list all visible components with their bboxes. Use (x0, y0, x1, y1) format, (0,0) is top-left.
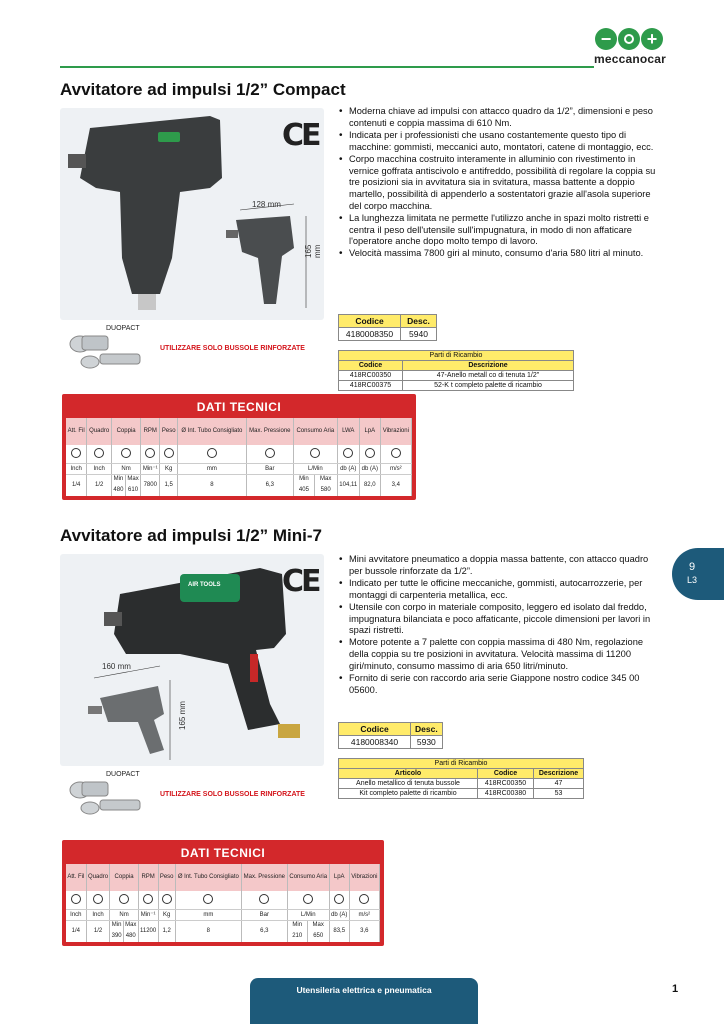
code-cell: 4180008340 (339, 736, 411, 749)
tech-unit: mm (175, 910, 241, 920)
tech-unit: Kg (160, 464, 178, 474)
table-row (339, 328, 437, 341)
feature-item: • Fornito di serie con raccordo aria serie Giappone nostro codice 345 00 05600. (338, 673, 662, 696)
plus-circle-icon: + (641, 28, 663, 50)
sound-pressure-icon (334, 894, 344, 904)
max-label: Max (125, 922, 137, 929)
tech-header: RPM (141, 418, 160, 445)
tech-unit: Nm (110, 910, 138, 920)
product-1-features (338, 106, 662, 261)
tech-value: 1/4 (66, 920, 86, 942)
spare-cell: 418RC00380 (478, 789, 534, 799)
tech-header: Peso (158, 864, 175, 891)
table-row (339, 789, 584, 799)
tech-value: 8 (178, 474, 247, 496)
tech-value: 6,3 (241, 920, 287, 942)
tech-value: 480 (123, 930, 138, 943)
tech-value: 390 (110, 930, 123, 943)
accessory-label: DUOPACT (106, 325, 140, 332)
min-label: Min (111, 474, 125, 483)
product-2-photo (60, 554, 324, 766)
tech-header: RPM (138, 864, 158, 891)
square-drive-icon (94, 448, 104, 458)
tech-header: Max. Pressione (246, 418, 293, 445)
tech-unit: Inch (86, 910, 110, 920)
tech-value: 7800 (141, 474, 160, 496)
code-header: Codice (339, 723, 411, 736)
tech-value: 1/2 (86, 920, 110, 942)
chapter-tab[interactable] (672, 548, 724, 600)
torque-icon (119, 894, 129, 904)
product-1-accessory (60, 322, 324, 380)
tech-unit: m/s² (380, 464, 411, 474)
spare-cell: Anello metallico di tenuta bussole (339, 779, 478, 789)
spare-caption: Parti di Ricambio (339, 759, 584, 769)
product-1-spare-table (338, 350, 574, 391)
spare-cell: 47-Anello metall co di tenuta 1/2" (403, 371, 574, 381)
tech-header: Quadro (87, 418, 112, 445)
spare-header: Descrizione (403, 361, 574, 371)
rpm-icon (145, 448, 155, 458)
weight-icon (164, 448, 174, 458)
spare-caption: Parti di Ricambio (339, 351, 574, 361)
table-row (339, 736, 443, 749)
tech-unit: Inch (66, 910, 86, 920)
tech-value: 480 (111, 484, 125, 497)
spare-header: Articolo (339, 769, 478, 779)
dim-width-label: 160 mm (102, 662, 131, 671)
tech-unit: db (A) (337, 464, 359, 474)
tech-header: Max. Pressione (241, 864, 287, 891)
brand-name: meccanocar (594, 52, 667, 66)
tech-value: 405 (294, 484, 315, 497)
spare-cell: Kit completo palette di ricambio (339, 789, 478, 799)
tech-header: Consumo Aria (294, 418, 338, 445)
tech-unit: Kg (158, 910, 175, 920)
feature-item: • Corpo macchina costruito interamente in alluminio con rivestimento in vernice goffrata antiscivolo e antifreddo, possibilità di regolare la coppia su tre posizioni sia in avvitatura sia in svitatura, massa battente a doppio martello, possibilità di appenderlo a sostentatori grazie all'asola superiore del corpo macchina. (338, 154, 662, 213)
thread-icon (71, 448, 81, 458)
spare-cell: 47 (534, 779, 584, 789)
thread-icon (71, 894, 81, 904)
tech-value: 3,4 (380, 474, 411, 496)
tech-value: 3,6 (349, 920, 379, 942)
product-1-tech-panel (62, 394, 416, 500)
dim-width-label: 128 mm (252, 200, 281, 209)
feature-item: • La lunghezza limitata ne permette l'utilizzo anche in spazi molto ristretti e centra il peso dell'utensile sull'impugnatura, in modo di non affaticare l'operatore anche dopo molto tempo di lavoro. (338, 213, 662, 248)
tech-unit: Bar (241, 910, 287, 920)
desc-header: Desc. (411, 723, 443, 736)
hose-icon (207, 448, 217, 458)
tech-value: 82,0 (359, 474, 380, 496)
product-2-spare-table (338, 758, 584, 799)
feature-item: • Indicato per tutte le officine meccaniche, gommisti, autocarrozzerie, per montaggi di carpenteria metallica, ecc. (338, 578, 662, 601)
tech-table (66, 864, 380, 942)
tech-header: Att. Fil (66, 418, 87, 445)
tech-header: Quadro (86, 864, 110, 891)
tool-badge: AIR TOOLS (188, 582, 221, 588)
tech-unit: db (A) (329, 910, 349, 920)
tech-unit: Inch (87, 464, 112, 474)
square-drive-icon (93, 894, 103, 904)
tech-header: Coppia (111, 418, 140, 445)
tech-header: LpA (329, 864, 349, 891)
feature-item: • Motore potente a 7 palette con coppia massima di 480 Nm, regolazione della coppia su tre posizioni in avvitatura. Velocità massima di 11200 giri/minuto, consumo massimo di aria 650 litri/minuto. (338, 637, 662, 672)
spare-cell: 418RC00350 (478, 779, 534, 789)
dim-height-label: 165 mm (178, 701, 187, 730)
tech-unit: mm (178, 464, 247, 474)
sound-pressure-icon (365, 448, 375, 458)
code-header: Codice (339, 315, 401, 328)
tech-value: 1,2 (158, 920, 175, 942)
vibration-icon (391, 448, 401, 458)
table-row (339, 779, 584, 789)
tech-value: 6,3 (246, 474, 293, 496)
footer-section-label: Utensileria elettrica e pneumatica (250, 978, 478, 1024)
product-1-photo (60, 108, 324, 320)
tech-unit: Bar (246, 464, 293, 474)
tech-unit: Inch (66, 464, 87, 474)
code-cell: 4180008350 (339, 328, 401, 341)
product-2-tech-panel (62, 840, 384, 946)
section-code: L3 (687, 575, 698, 585)
sound-power-icon (343, 448, 353, 458)
feature-item: • Moderna chiave ad impulsi con attacco quadro da 1/2”, dimensioni e peso contenuti e coppia massima di 610 Nm. (338, 106, 662, 129)
air-consumption-icon (310, 448, 320, 458)
vibration-icon (359, 894, 369, 904)
minus-circle-icon: − (595, 28, 617, 50)
page-number: 1 (672, 983, 679, 995)
tech-table (66, 418, 412, 496)
feature-item: • Utensile con corpo in materiale composito, leggero ed isolato dal freddo, impugnatura bilanciata e poco affaticante, piccole dimensioni per lavori in spazi ristretti. (338, 602, 662, 637)
tech-value: 8 (175, 920, 241, 942)
tech-header: Consumo Aria (287, 864, 329, 891)
spare-header: Codice (478, 769, 534, 779)
desc-header: Desc. (401, 315, 437, 328)
tech-header: LpA (359, 418, 380, 445)
product-2-features (338, 554, 662, 697)
max-label: Max (307, 920, 329, 929)
tech-header: Ø Int. Tubo Consigliato (175, 864, 241, 891)
tech-header: Vibrazioni (349, 864, 379, 891)
min-label: Min (294, 474, 315, 483)
tech-unit: m/s² (349, 910, 379, 920)
tech-unit: Min⁻¹ (138, 910, 158, 920)
feature-item: • Velocità massima 7800 giri al minuto, consumo d'aria 580 litri al minuto. (338, 248, 662, 260)
tech-value: 610 (125, 484, 140, 497)
tech-value: 580 (314, 484, 337, 497)
tech-title: DATI TECNICI (196, 400, 282, 414)
product-2-accessory (60, 768, 324, 826)
tech-value: 11200 (138, 920, 158, 942)
warning-text: UTILIZZARE SOLO BUSSOLE RINFORZATE (160, 345, 305, 352)
spare-cell: 53 (534, 789, 584, 799)
torque-icon (121, 448, 131, 458)
tech-header: Ø Int. Tubo Consigliato (178, 418, 247, 445)
weight-icon (162, 894, 172, 904)
accessory-label: DUOPACT (106, 771, 140, 778)
spare-header: Codice (339, 361, 403, 371)
spare-header: Descrizione (534, 769, 584, 779)
ring-circle-icon (618, 28, 640, 50)
table-row (339, 371, 574, 381)
warning-text: UTILIZZARE SOLO BUSSOLE RINFORZATE (160, 791, 305, 798)
ce-mark: CE (282, 118, 319, 153)
tech-value: 1,5 (160, 474, 178, 496)
desc-cell: 5940 (401, 328, 437, 341)
product-1-title: Avvitatore ad impulsi 1/2” Compact (60, 80, 346, 99)
brand-logo (594, 28, 667, 72)
max-label: Max (314, 474, 337, 483)
pressure-icon (259, 894, 269, 904)
air-consumption-icon (303, 894, 313, 904)
spare-cell: 418RC00375 (339, 381, 403, 391)
dim-height-label: 165 mm (304, 244, 322, 258)
max-label: Max (127, 476, 139, 483)
table-row (339, 381, 574, 391)
min-label: Min (287, 920, 307, 929)
header-rule (60, 66, 594, 68)
chapter-number: 9 (689, 561, 696, 573)
tech-value: 650 (307, 930, 329, 943)
desc-cell: 5930 (411, 736, 443, 749)
tech-unit: db (A) (359, 464, 380, 474)
tech-header: Att. Fil (66, 864, 86, 891)
feature-item: • Mini avvitatore pneumatico a doppia massa battente, con attacco quadro per bussole rinforzate da 1/2”. (338, 554, 662, 577)
spare-cell: 52-K t completo palette di ricambio (403, 381, 574, 391)
hose-icon (203, 894, 213, 904)
tech-unit: L/Min (287, 910, 329, 920)
tech-title: DATI TECNICI (180, 846, 266, 860)
tech-unit: Nm (111, 464, 140, 474)
min-label: Min (111, 922, 122, 929)
tech-value: 1/2 (87, 474, 112, 496)
rpm-icon (143, 894, 153, 904)
tech-value: 104,11 (337, 474, 359, 496)
ce-mark: CE (282, 564, 319, 599)
tech-value: 210 (287, 930, 307, 943)
tech-header: Vibrazioni (380, 418, 411, 445)
tech-value: 83,5 (329, 920, 349, 942)
tech-unit: Min⁻¹ (141, 464, 160, 474)
spare-cell: 418RC00350 (339, 371, 403, 381)
feature-item: • Indicata per i professionisti che usano costantemente questo tipo di macchine: gommisti, meccanici auto, montatori, catene di montaggio, ecc. (338, 130, 662, 153)
product-2-code-table (338, 722, 443, 749)
tech-value: 1/4 (66, 474, 87, 496)
product-2-title: Avvitatore ad impulsi 1/2” Mini-7 (60, 526, 322, 545)
pressure-icon (265, 448, 275, 458)
tech-header: Coppia (110, 864, 138, 891)
tech-header: Peso (160, 418, 178, 445)
product-1-code-table (338, 314, 437, 341)
tech-header: LWA (337, 418, 359, 445)
tech-unit: L/Min (294, 464, 338, 474)
